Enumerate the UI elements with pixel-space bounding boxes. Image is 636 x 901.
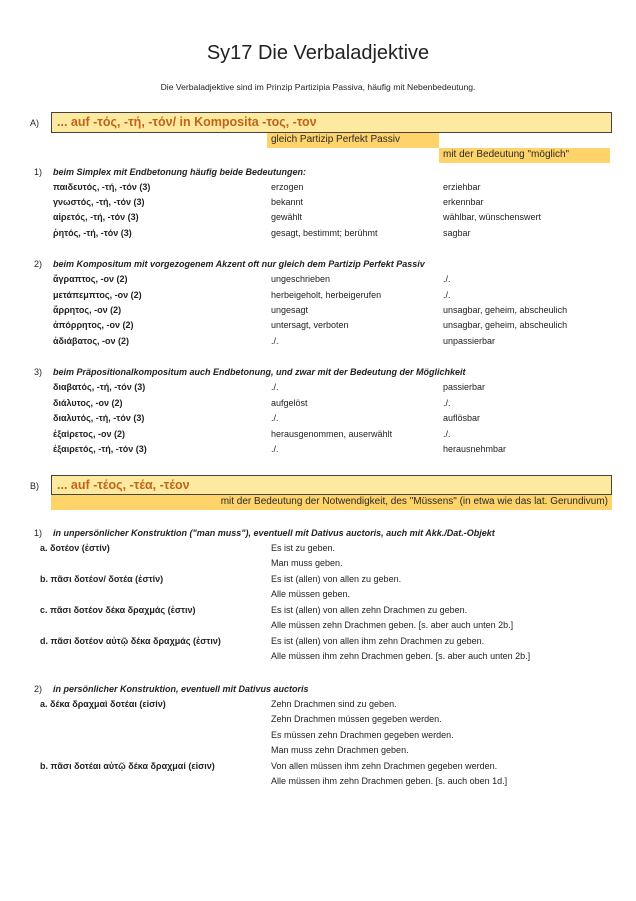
- table-row: [0, 228, 636, 242]
- possible-meaning: unsagbar, geheim, abscheulich: [443, 320, 568, 330]
- table-row: [0, 197, 636, 211]
- possible-meaning: herausnehmbar: [443, 444, 507, 454]
- list-item: [0, 636, 636, 650]
- possible-meaning: wählbar, wünschenswert: [443, 212, 542, 222]
- section-b-banner: ... auf -τέος, -τέα, -τέον: [51, 475, 612, 495]
- translation: Alle müssen ihm zehn Drachmen geben. [s. aber auch unten 2b.]: [271, 651, 531, 661]
- page-subtitle: Die Verbaladjektive sind im Prinzip Partizipia Passiva, häufig mit Nebenbedeutung.: [160, 82, 476, 92]
- group-heading: in unpersönlicher Konstruktion ("man muss"), eventuell mit Dativus auctoris, auch mit Akk./Dat.-Objekt: [53, 528, 495, 538]
- possible-meaning: passierbar: [443, 382, 486, 392]
- ppp-meaning: ungesagt: [271, 305, 309, 315]
- possible-meaning: erziehbar: [443, 182, 481, 192]
- section-b-label: B): [30, 481, 39, 491]
- ppp-meaning: untersagt, verboten: [271, 320, 349, 330]
- greek-form: διαλυτός, -τή, -τόν (3): [53, 413, 145, 423]
- group-number: 2): [34, 259, 43, 269]
- ppp-meaning: aufgelöst: [271, 398, 308, 408]
- translation: Von allen müssen ihm zehn Drachmen gegeben werden.: [271, 761, 498, 771]
- ppp-meaning: bekannt: [271, 197, 304, 207]
- greek-example: b. πᾶσι δοτέαι αὐτῷ δέκα δραχμαί (εἰσιν): [40, 761, 215, 771]
- table-row: [0, 413, 636, 427]
- translation: Alle müssen geben.: [271, 589, 351, 599]
- greek-example: d. πᾶσι δοτέον αὐτῷ δέκα δραχμάς (ἐστιν): [40, 636, 221, 646]
- greek-form: ἀπόρρητος, -ον (2): [53, 320, 134, 330]
- possible-meaning: erkennbar: [443, 197, 484, 207]
- translation: Es müssen zehn Drachmen gegeben werden.: [271, 730, 454, 740]
- section-a-label: A): [30, 118, 39, 128]
- greek-form: ῥητός, -τή, -τόν (3): [53, 228, 132, 238]
- table-row: [0, 274, 636, 288]
- group-heading: beim Kompositum mit vorgezogenem Akzent oft nur gleich dem Partizip Perfekt Passiv: [53, 259, 425, 269]
- group-heading: in persönlicher Konstruktion, eventuell mit Dativus auctoris: [53, 684, 309, 694]
- greek-form: ἄρρητος, -ον (2): [53, 305, 122, 315]
- table-row: [0, 290, 636, 304]
- ppp-meaning: ./.: [271, 413, 279, 423]
- list-item: [0, 605, 636, 619]
- greek-form: παιδευτός, -τή, -τόν (3): [53, 182, 151, 192]
- possible-meaning: sagbar: [443, 228, 471, 238]
- ppp-meaning: gesagt, bestimmt; berühmt: [271, 228, 378, 238]
- table-row: [0, 382, 636, 396]
- table-row: [0, 182, 636, 196]
- translation: Es ist (allen) von allen zu geben.: [271, 574, 402, 584]
- group-heading: beim Simplex mit Endbetonung häufig beide Bedeutungen:: [53, 167, 307, 177]
- group-heading: beim Präpositionalkompositum auch Endbetonung, und zwar mit der Bedeutung der Möglichkeit: [53, 367, 466, 377]
- table-row: [0, 320, 636, 334]
- highlight-necessity: mit der Bedeutung der Notwendigkeit, des "Müssens" (in etwa wie das lat. Gerundivum): [51, 495, 612, 510]
- greek-form: ἐξαίρετος, -ον (2): [53, 429, 125, 439]
- possible-meaning: ./.: [443, 274, 451, 284]
- ppp-meaning: ./.: [271, 382, 279, 392]
- possible-meaning: ./.: [443, 290, 451, 300]
- translation: Zehn Drachmen sind zu geben.: [271, 699, 397, 709]
- greek-form: γνωστός, -τή, -τόν (3): [53, 197, 145, 207]
- possible-meaning: unpassierbar: [443, 336, 496, 346]
- highlight-possible: mit der Bedeutung "möglich": [439, 148, 610, 163]
- table-row: [0, 429, 636, 443]
- table-row: [0, 336, 636, 350]
- list-item: [0, 620, 636, 634]
- table-row: [0, 398, 636, 412]
- ppp-meaning: ungeschrieben: [271, 274, 331, 284]
- list-item: [0, 730, 636, 744]
- page-title: Sy17 Die Verbaladjektive: [206, 42, 430, 64]
- ppp-meaning: gewählt: [271, 212, 303, 222]
- translation: Es ist zu geben.: [271, 543, 336, 553]
- list-item: [0, 714, 636, 728]
- greek-form: ἀδιάβατος, -ον (2): [53, 336, 129, 346]
- list-item: [0, 776, 636, 790]
- greek-example: c. πᾶσι δοτέον δέκα δραχμάς (ἐστιν): [40, 605, 196, 615]
- highlight-ppp: gleich Partizip Perfekt Passiv: [267, 133, 439, 148]
- possible-meaning: auflösbar: [443, 413, 481, 423]
- list-item: [0, 574, 636, 588]
- translation: Es ist (allen) von allen ihm zehn Drachmen zu geben.: [271, 636, 485, 646]
- greek-form: διάλυτος, -ον (2): [53, 398, 123, 408]
- section-a-banner: ... auf -τός, -τή, -τόν/ in Komposita -τος, -τον: [51, 112, 612, 133]
- translation: Es ist (allen) von allen zehn Drachmen zu geben.: [271, 605, 468, 615]
- greek-example: b. πᾶσι δοτέον/ δοτέα (ἐστίν): [40, 574, 164, 584]
- list-item: [0, 761, 636, 775]
- group-number: 1): [34, 167, 43, 177]
- greek-example: a. δέκα δραχμαὶ δοτέαι (εἰσίν): [40, 699, 166, 709]
- group-number: 1): [34, 528, 43, 538]
- ppp-meaning: erzogen: [271, 182, 304, 192]
- ppp-meaning: ./.: [271, 336, 279, 346]
- translation: Man muss geben.: [271, 558, 343, 568]
- greek-form: ἐξαιρετός, -τή, -τόν (3): [53, 444, 147, 454]
- list-item: [0, 651, 636, 665]
- table-row: [0, 444, 636, 458]
- possible-meaning: ./.: [443, 429, 451, 439]
- translation: Alle müssen ihm zehn Drachmen geben. [s. auch oben 1d.]: [271, 776, 508, 786]
- translation: Man muss zehn Drachmen geben.: [271, 745, 409, 755]
- table-row: [0, 212, 636, 226]
- ppp-meaning: herbeigeholt, herbeigerufen: [271, 290, 382, 300]
- translation: Zehn Drachmen müssen gegeben werden.: [271, 714, 442, 724]
- ppp-meaning: ./.: [271, 444, 279, 454]
- table-row: [0, 305, 636, 319]
- list-item: [0, 745, 636, 759]
- possible-meaning: unsagbar, geheim, abscheulich: [443, 305, 568, 315]
- group-number: 2): [34, 684, 43, 694]
- list-item: [0, 699, 636, 713]
- greek-form: μετάπεμπτος, -ον (2): [53, 290, 142, 300]
- list-item: [0, 543, 636, 557]
- possible-meaning: ./.: [443, 398, 451, 408]
- list-item: [0, 589, 636, 603]
- greek-example: a. δοτέον (ἐστίν): [40, 543, 110, 553]
- greek-form: διαβατός, -τή, -τόν (3): [53, 382, 146, 392]
- list-item: [0, 558, 636, 572]
- ppp-meaning: herausgenommen, auserwählt: [271, 429, 393, 439]
- greek-form: αἱρετός, -τή, -τόν (3): [53, 212, 139, 222]
- translation: Alle müssen zehn Drachmen geben. [s. aber auch unten 2b.]: [271, 620, 514, 630]
- greek-form: ἄγραπτος, -ον (2): [53, 274, 128, 284]
- group-number: 3): [34, 367, 43, 377]
